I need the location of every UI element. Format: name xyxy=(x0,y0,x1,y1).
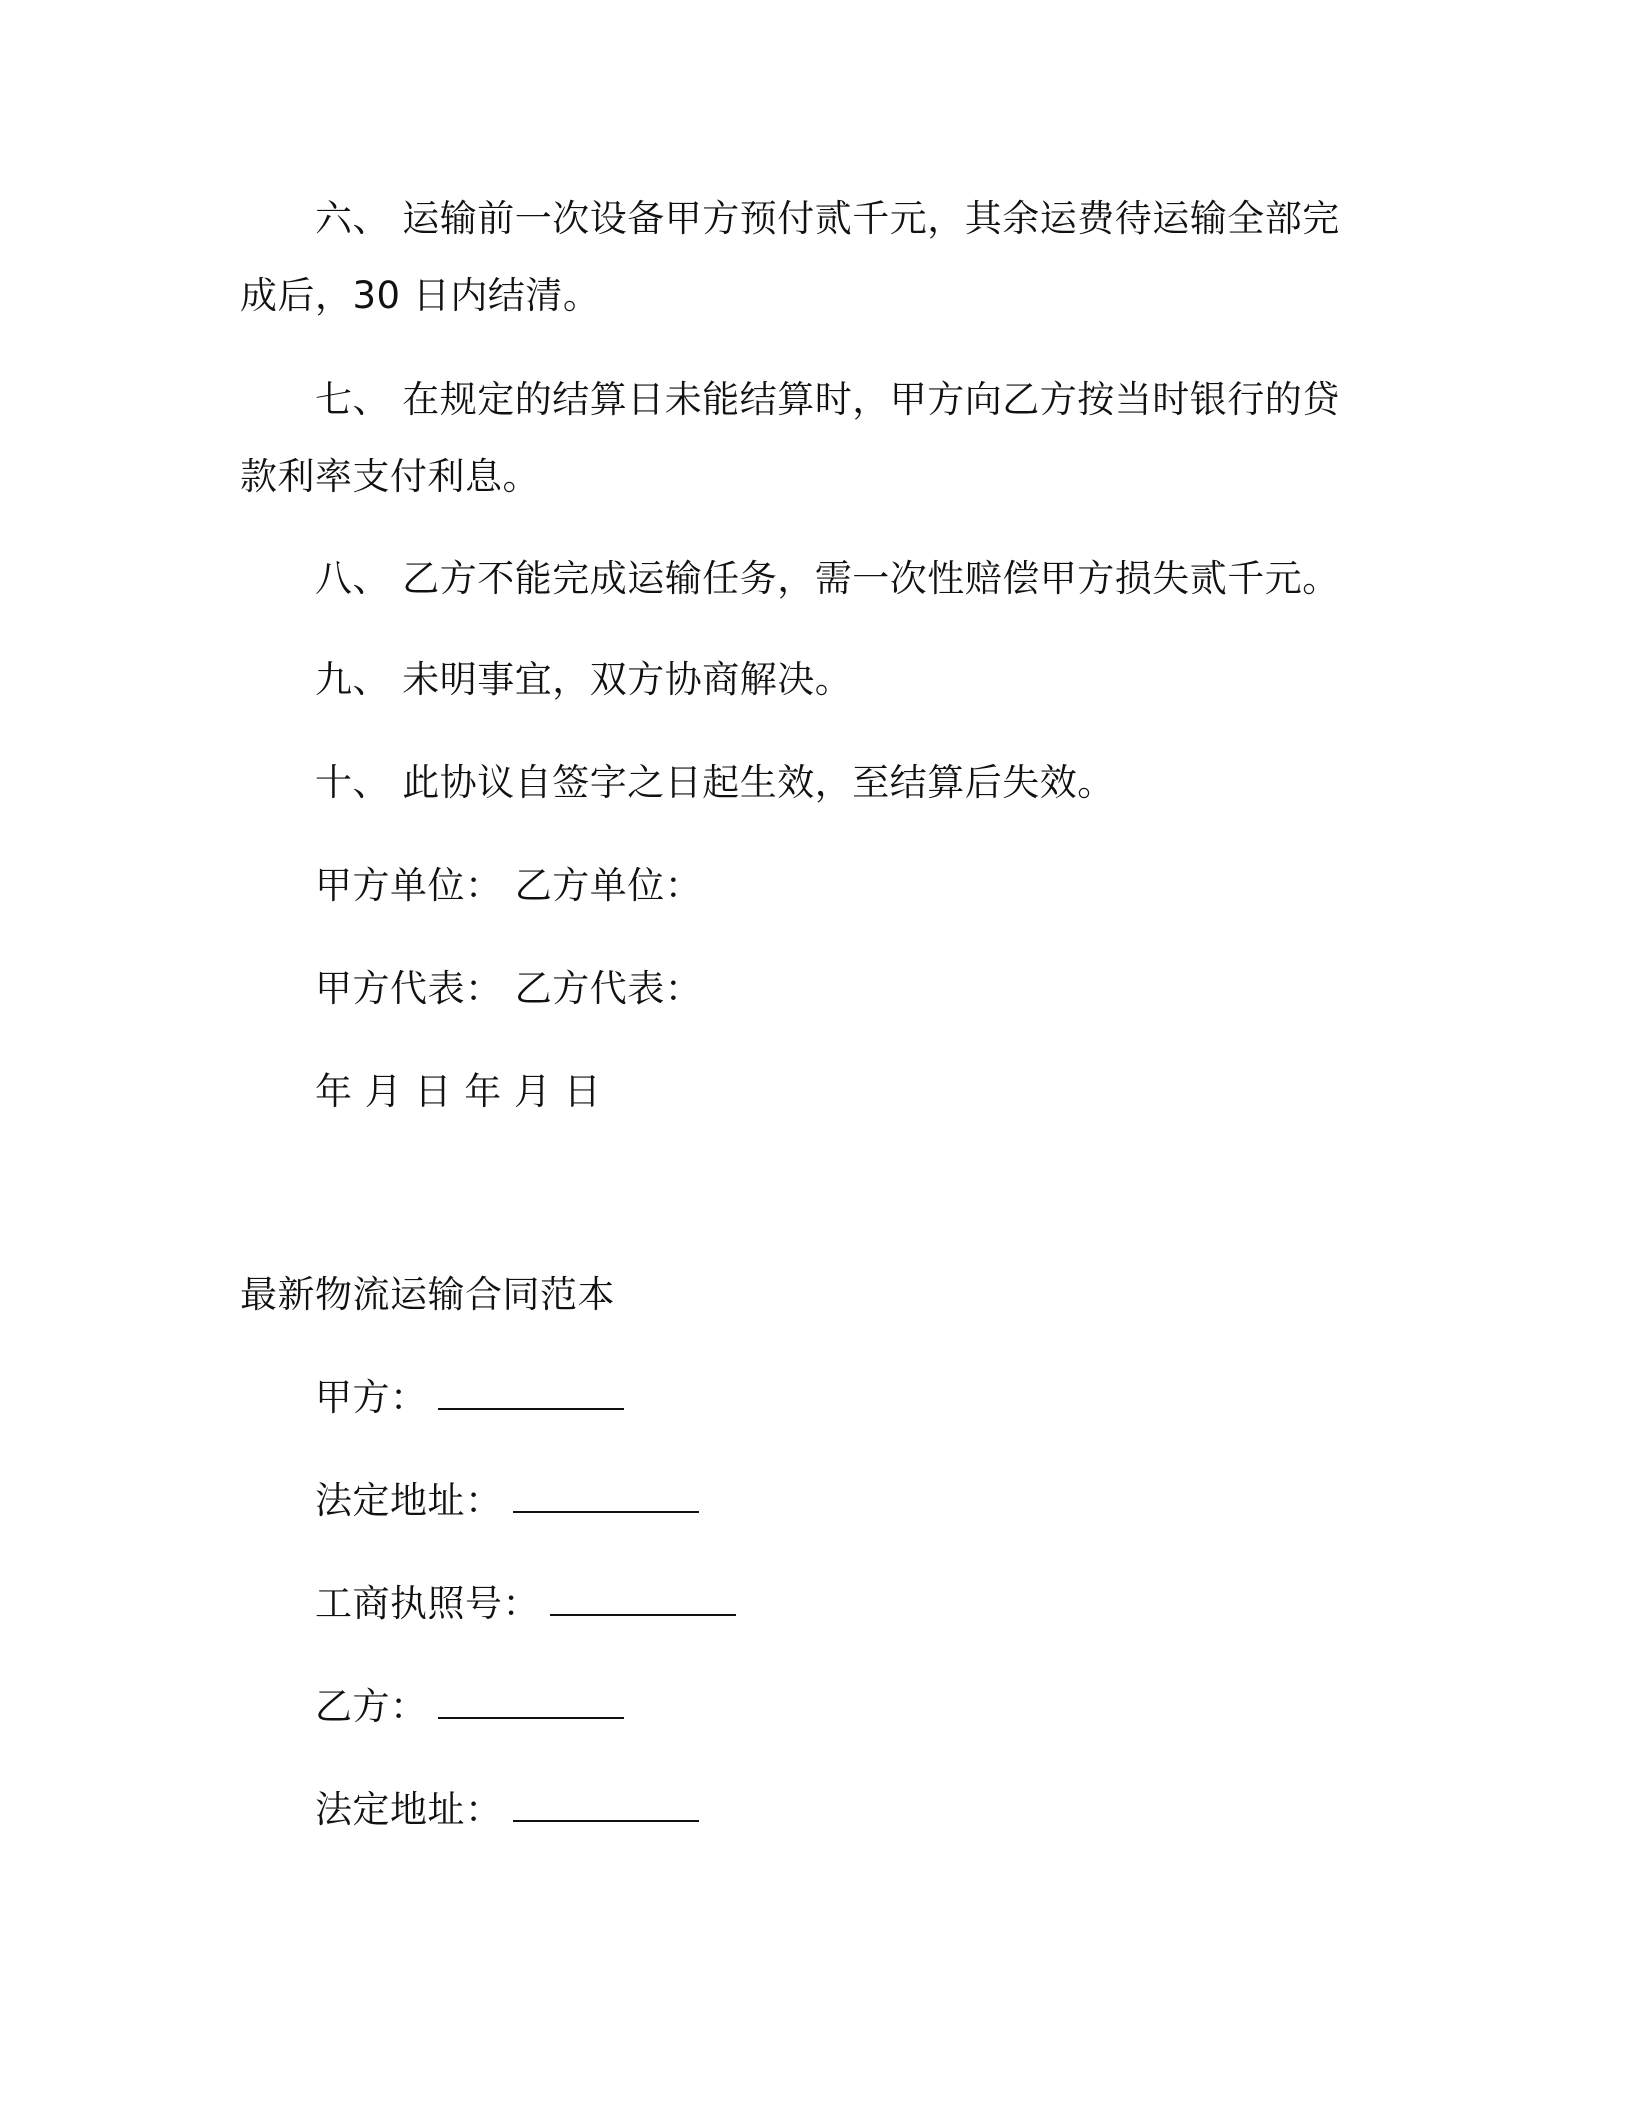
fill-in-blank xyxy=(513,1786,699,1822)
field-legal-address-b xyxy=(315,1786,699,1834)
fill-in-blank xyxy=(438,1683,624,1719)
field-label: 甲方： xyxy=(315,1376,428,1419)
fill-in-blank xyxy=(513,1477,699,1513)
fill-in-blank xyxy=(438,1374,624,1410)
clause-ten: 十、 此协议自签字之日起生效，至结算后失效。 xyxy=(315,761,1115,804)
signature-dates: 年 月 日 年 月 日 xyxy=(315,1070,602,1113)
field-party-a xyxy=(315,1374,624,1422)
field-label: 法定地址： xyxy=(315,1479,503,1522)
field-legal-address-a xyxy=(315,1477,699,1525)
clause-eight: 八、 乙方不能完成运输任务，需一次性赔偿甲方损失贰千元。 xyxy=(315,557,1340,600)
clause-seven: 七、 在规定的结算日未能结算时，甲方向乙方按当时银行的贷款利率支付利息。 xyxy=(240,378,1340,498)
second-contract-title: 最新物流运输合同范本 xyxy=(240,1273,615,1316)
clause-six: 六、 运输前一次设备甲方预付贰千元，其余运费待运输全部完成后，30 日内结清。 xyxy=(240,197,1340,317)
field-label: 工商执照号： xyxy=(315,1582,540,1625)
field-label: 法定地址： xyxy=(315,1788,503,1831)
clause-nine: 九、 未明事宜，双方协商解决。 xyxy=(315,658,853,701)
signature-units: 甲方单位： 乙方单位： xyxy=(315,864,703,907)
fill-in-blank xyxy=(550,1580,736,1616)
field-label: 乙方： xyxy=(315,1685,428,1728)
field-business-license xyxy=(315,1580,736,1628)
signature-representatives: 甲方代表： 乙方代表： xyxy=(315,967,703,1010)
field-party-b xyxy=(315,1683,624,1731)
